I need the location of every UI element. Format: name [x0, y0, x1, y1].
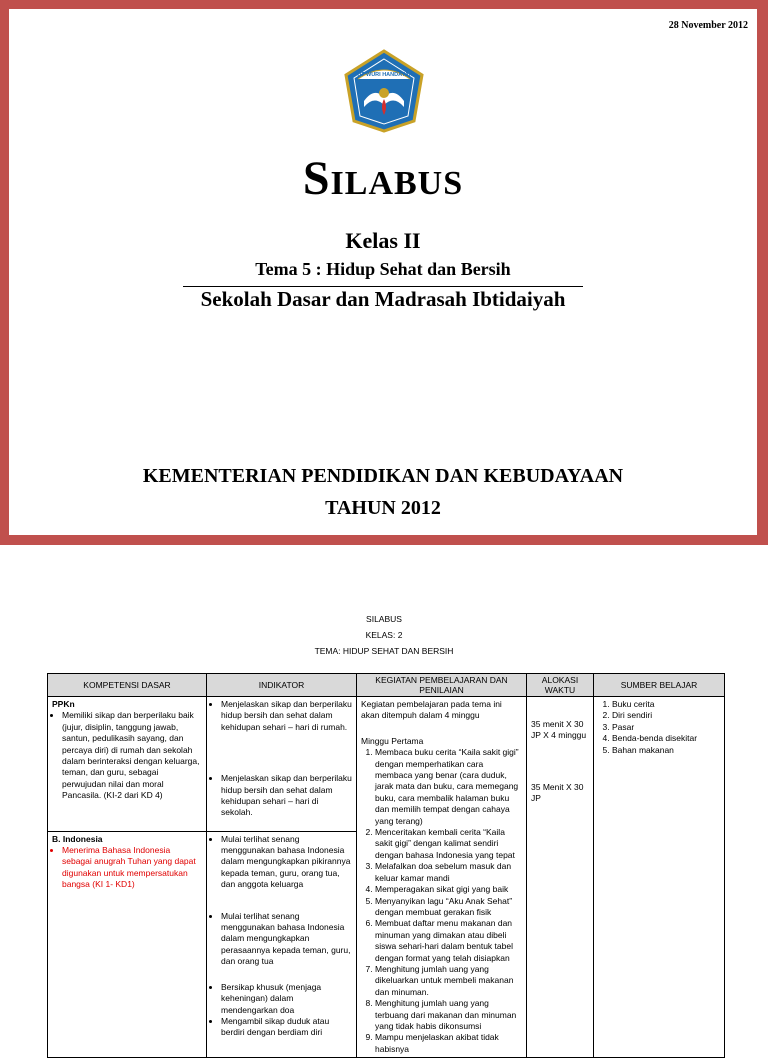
indikator-ppkn-cell: [207, 697, 357, 832]
doc-heading-kelas: KELAS: 2: [365, 630, 403, 640]
sumber-item: 4. Benda-benda disekitar: [612, 733, 720, 744]
cover-date: 28 November 2012: [668, 20, 748, 31]
header-alokasi-waktu: ALOKASI WAKTU: [527, 674, 594, 697]
cover-tema: Tema 5 : Hidup Sehat dan Bersih: [255, 259, 511, 279]
header-indikator: INDIKATOR: [207, 674, 357, 697]
cover-inner: [9, 9, 757, 535]
alokasi-item: 35 menit X 30 JP X 4 minggu: [531, 719, 587, 741]
kegiatan-item: 3. Melafalkan doa sebelum masuk dan keluar kamar mandi: [375, 861, 522, 884]
cover-sekolah: Sekolah Dasar dan Madrasah Ibtidaiyah: [200, 287, 566, 311]
sumber-item: 3. Pasar: [612, 722, 720, 733]
table-header-row: [48, 674, 725, 697]
syllabus-table: [47, 673, 725, 1058]
kd-bindo-title: B. Indonesia: [52, 833, 103, 844]
header-sumber-belajar: SUMBER BELAJAR: [594, 674, 725, 697]
doc-heading-silabus: SILABUS: [366, 614, 402, 624]
header-kompetensi-dasar: KOMPETENSI DASAR: [48, 674, 207, 697]
indikator-item: • Menjelaskan sikap dan berperilaku hidup bersih dan sehat dalam kehidupan sehari – hari di rumah.: [221, 699, 352, 733]
indikator-item: • Mengambil sikap duduk atau berdiri dengan berdiam diri: [221, 1016, 352, 1039]
logo-motto-text: TUT WURI HANDAYANI: [353, 72, 415, 78]
indikator-item: • Mulai terlihat senang menggunakan bahasa Indonesia dalam mengungkapkan pikirannya kepada teman, guru, orang tua, dan anggota keluarga: [221, 834, 352, 891]
kegiatan-item: 4. Memperagakan sikat gigi yang baik: [375, 884, 522, 895]
tut-wuri-handayani-logo: [342, 49, 426, 133]
alokasi-cell: [527, 697, 594, 1058]
indikator-item: • Bersikap khusuk (menjaga keheningan) dalam mendengarkan doa: [221, 982, 352, 1016]
kd-bindo-item: • Menerima Bahasa Indonesia sebagai anugrah Tuhan yang dapat digunakan untuk mempersatukan bangsa (KI 1- KD1): [62, 845, 202, 891]
cover-kementerian: KEMENTERIAN PENDIDIKAN DAN KEBUDAYAAN: [142, 465, 624, 487]
header-kegiatan: KEGIATAN PEMBELAJARAN DAN PENILAIAN: [357, 674, 527, 697]
kegiatan-item: 5. Menyanyikan lagu “Aku Anak Sehat” dengan membuat gerakan fisik: [375, 896, 522, 919]
sumber-item: 1. Buku cerita: [612, 699, 720, 710]
table-row: [48, 697, 725, 832]
cover-kelas: Kelas II: [345, 228, 421, 253]
kegiatan-intro: Kegiatan pembelajaran pada tema ini akan ditempuh dalam 4 minggu: [361, 699, 502, 721]
sumber-cell: [594, 697, 725, 1058]
sumber-item: 5. Bahan makanan: [612, 745, 720, 756]
sumber-item: 2. Diri sendiri: [612, 710, 720, 721]
cover-title: Silabus: [302, 152, 464, 205]
kegiatan-item: 7. Menghitung jumlah uang yang dikeluarkan untuk membeli makanan dan minuman.: [375, 964, 522, 998]
kd-ppkn-item: • Memiliki sikap dan berperilaku baik (jujur, disiplin, tanggung jawab, santun, pedulikasih sayang, dan percaya diri) di rumah dan sekolah dalam berinteraksi dengan keluarga, teman, dan guru, sebagai perwujudan nilai dan moral Pancasila. (KI-2 dari KD 4): [62, 710, 202, 801]
cover-tahun: TAHUN 2012: [325, 497, 441, 519]
kegiatan-item: 8. Menghitung jumlah uang yang terbuang dari makanan dan minuman yang tidak habis dikonsumsi: [375, 998, 522, 1032]
kd-ppkn-cell: [48, 697, 207, 832]
alokasi-item: 35 Menit X 30 JP: [531, 781, 584, 804]
kegiatan-item: 2. Menceritakan kembali cerita “Kaila sakit gigi” dengan kalimat sendiri dengan bahasa Indonesia yang tepat: [375, 827, 522, 861]
doc-heading-tema: TEMA: HIDUP SEHAT DAN BERSIH: [314, 646, 454, 656]
kegiatan-minggu-title: Minggu Pertama: [361, 735, 424, 746]
kd-ppkn-title: PPKn: [52, 699, 75, 709]
kegiatan-item: 9. Mampu menjelaskan akibat tidak habisnya: [375, 1032, 522, 1055]
indikator-item: • Menjelaskan sikap dan berperilaku hidup bersih dan sehat dalam kehidupan sehari – hari di sekolah.: [221, 773, 352, 819]
kegiatan-item: 6. Membuat daftar menu makanan dan minuman yang dimakan atau dibeli siswa sehari-hari dalam bentuk tabel dengan format yang telah disiapkan: [375, 918, 522, 964]
kegiatan-item: 1. Membaca buku cerita “Kaila sakit gigi” dengan memperhatikan cara membaca yang benar (cara duduk, jarak mata dan buku, cara memegang buku, cara membalik halaman buku dan memilih tempat dengan cahaya yang terang): [375, 747, 522, 827]
indikator-item: • Mulai terlihat senang menggunakan bahasa Indonesia dalam mengungkapkan perasaannya kepada teman, guru, dan orang tua: [221, 911, 352, 968]
kegiatan-cell: [357, 697, 527, 1058]
